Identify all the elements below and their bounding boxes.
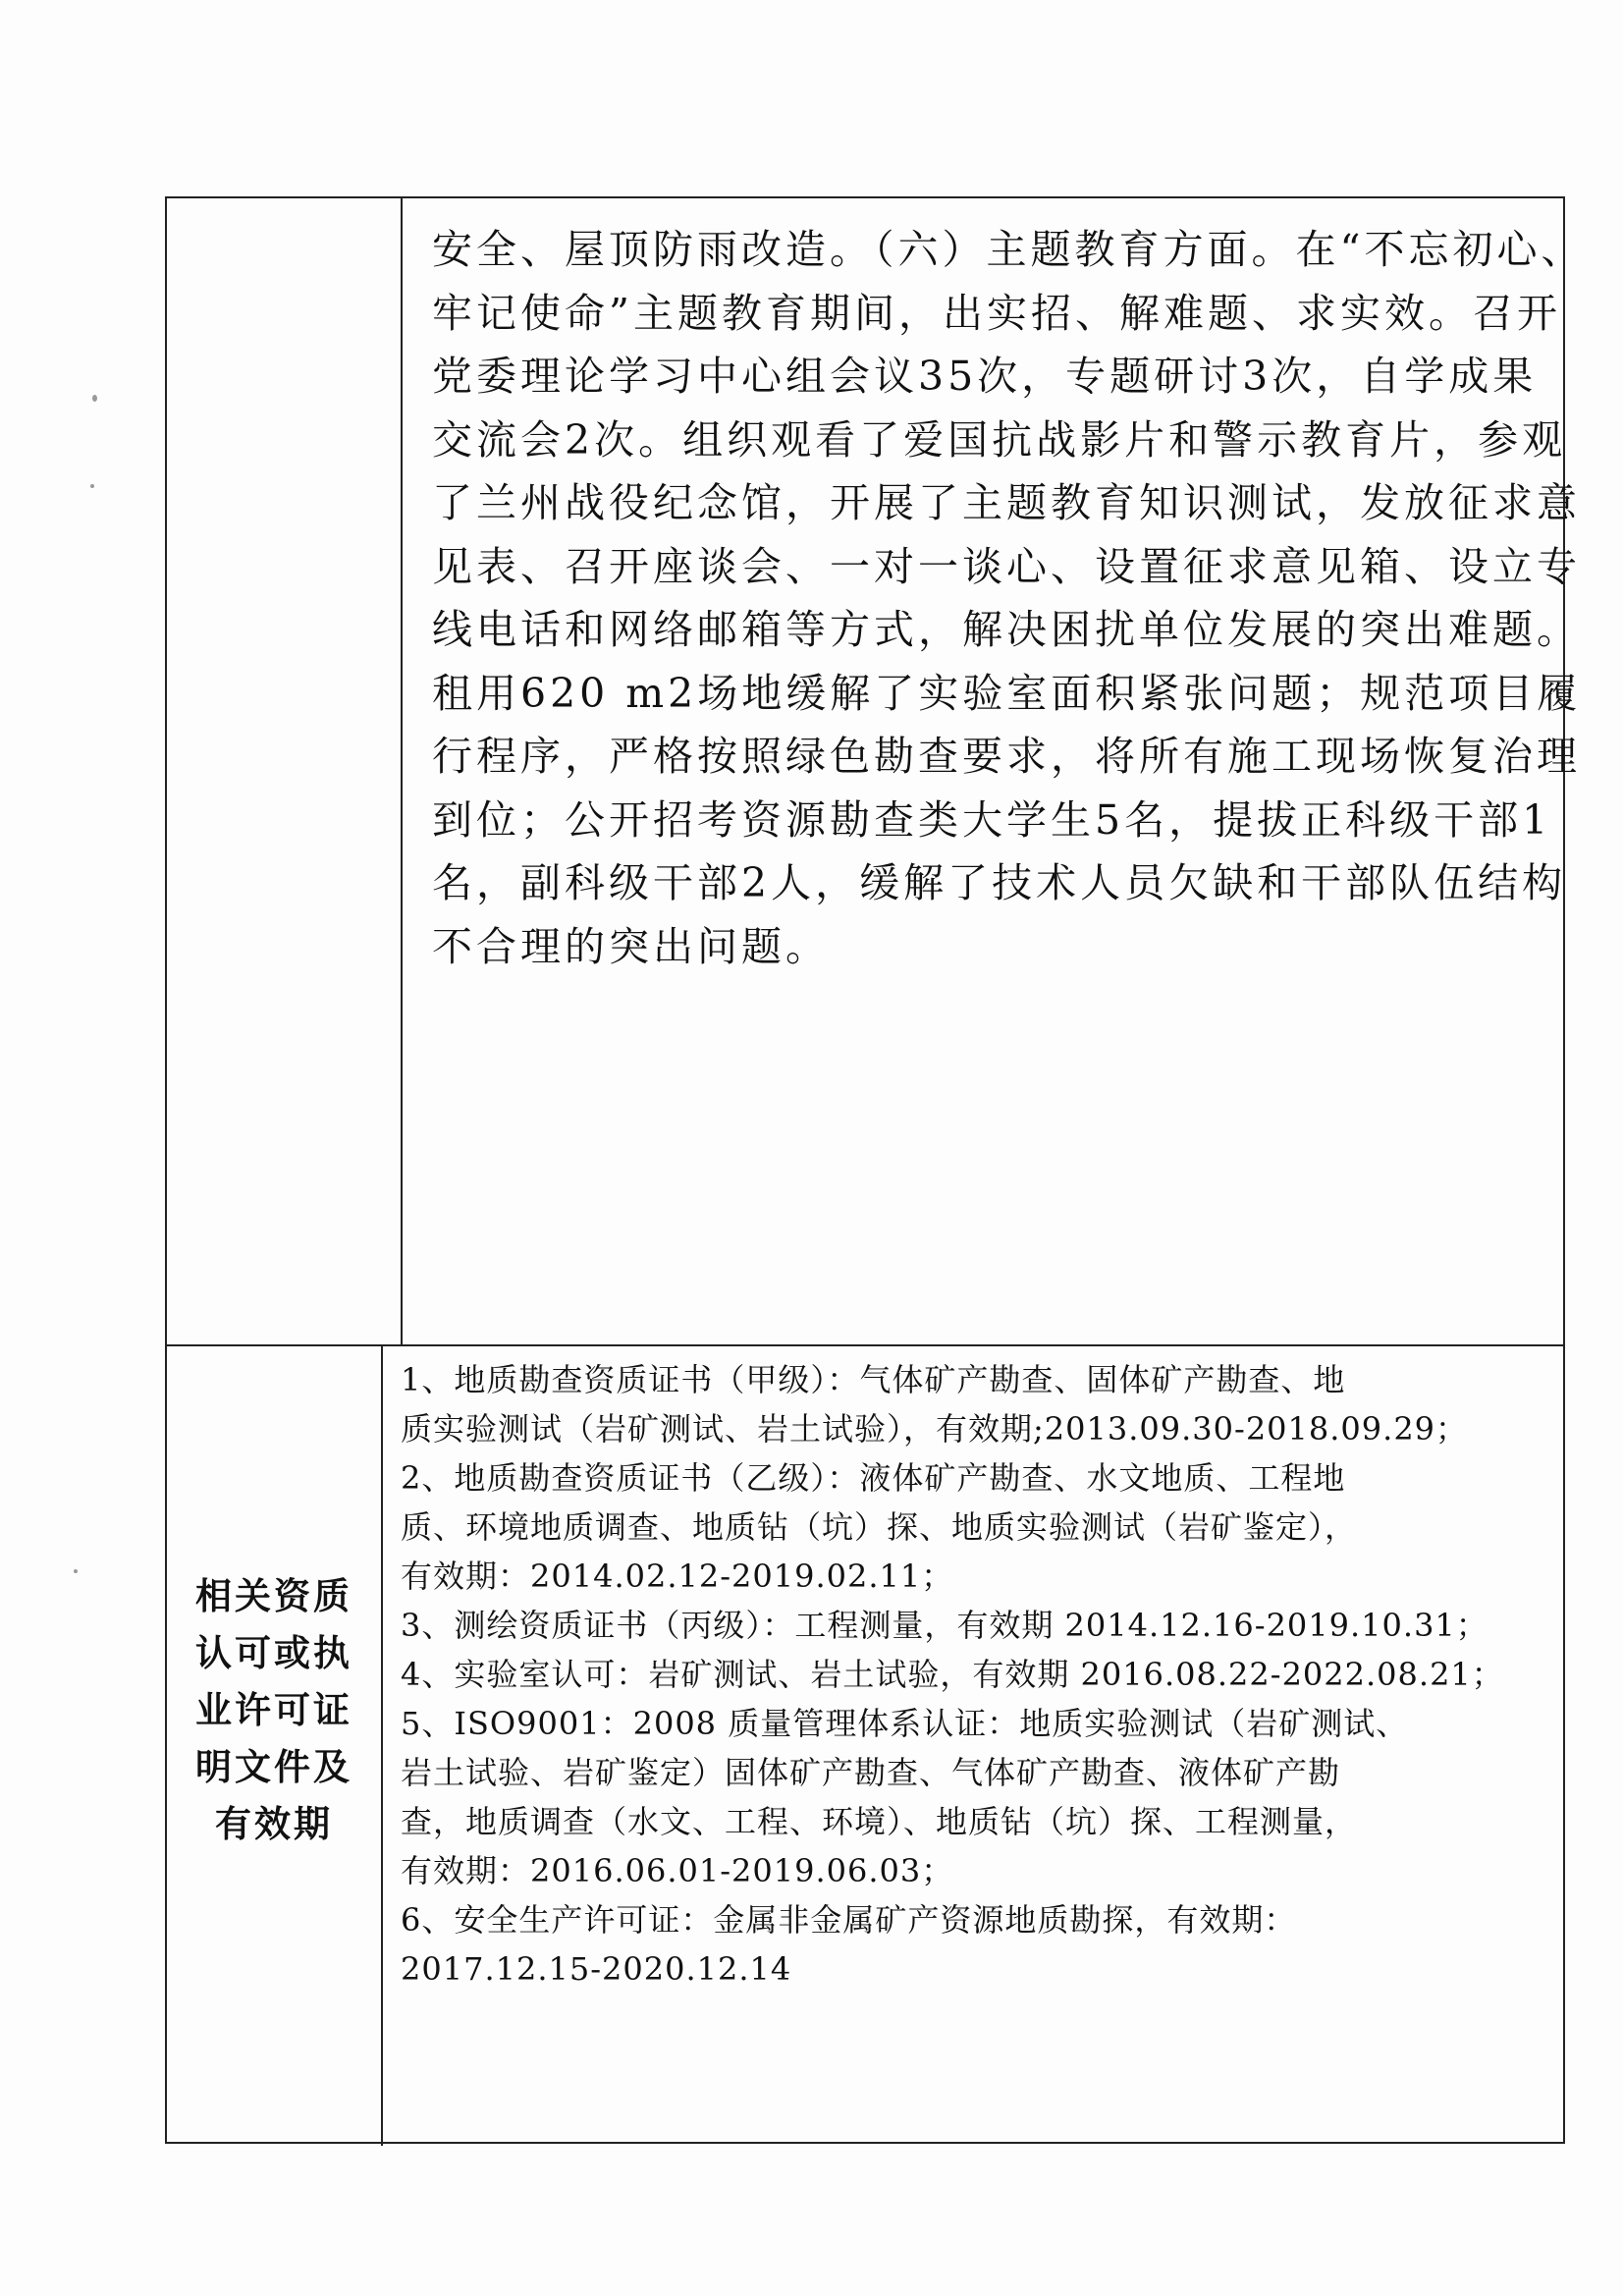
text-line: 2017.12.15-2020.12.14 bbox=[401, 1950, 792, 1988]
label-line: 相关资质 bbox=[195, 1575, 352, 1617]
label-line: 业许可证 bbox=[195, 1689, 352, 1731]
scan-speck bbox=[74, 1569, 78, 1573]
label-line: 有效期 bbox=[215, 1803, 333, 1845]
text-line: 线电话和网络邮箱等方式，解决困扰单位发展的突出难题。 bbox=[432, 606, 1581, 653]
text-line: 了兰州战役纪念馆，开展了主题教育知识测试，发放征求意 bbox=[432, 479, 1581, 526]
text-line: 行程序，严格按照绿色勘查要求，将所有施工现场恢复治理 bbox=[432, 733, 1581, 780]
row2-label-cell bbox=[167, 1568, 381, 1853]
text-line: 质实验测试（岩矿测试、岩土试验），有效期;2013.09.30-2018.09.29； bbox=[401, 1410, 1469, 1448]
text-line: 质、环境地质调查、地质钻（坑）探、地质实验测试（岩矿鉴定）， bbox=[401, 1508, 1358, 1546]
text-line: 租用620 m2场地缓解了实验室面积紧张问题；规范项目履 bbox=[432, 669, 1582, 717]
text-line: 3、测绘资质证书（丙级）：工程测量，有效期 2014.12.16-2019.10.31； bbox=[401, 1607, 1488, 1644]
label-line: 认可或执 bbox=[195, 1632, 352, 1674]
text-line: 不合理的突出问题。 bbox=[432, 922, 830, 970]
text-line: 党委理论学习中心组会议35次，专题研讨3次，自学成果 bbox=[432, 353, 1538, 400]
text-line: 见表、召开座谈会、一对一谈心、设置征求意见箱、设立专 bbox=[432, 542, 1581, 590]
table-row-divider bbox=[167, 1344, 1563, 1346]
text-line: 到位；公开招考资源勘查类大学生5名，提拔正科级干部1 bbox=[432, 795, 1552, 844]
text-line: 牢记使命”主题教育期间，出实招、解难题、求实效。召开 bbox=[432, 289, 1561, 337]
text-line: 有效期：2014.02.12-2019.02.11； bbox=[401, 1558, 954, 1595]
text-line: 6、安全生产许可证：金属非金属矿产资源地质勘探，有效期： bbox=[401, 1901, 1297, 1939]
scan-speck bbox=[90, 484, 94, 488]
text-line: 有效期：2016.06.01-2019.06.03； bbox=[401, 1852, 954, 1889]
label-line: 明文件及 bbox=[195, 1746, 352, 1788]
text-line: 5、ISO9001：2008 质量管理体系认证：地质实验测试（岩矿测试、 bbox=[401, 1705, 1409, 1742]
table-column-divider bbox=[401, 198, 403, 1344]
text-line: 查，地质调查（水文、工程、环境）、地质钻（坑）探、工程测量， bbox=[401, 1803, 1358, 1840]
row1-content-cell bbox=[432, 218, 1586, 978]
table-column-divider bbox=[381, 1344, 383, 2146]
text-line: 安全、屋顶防雨改造。（六）主题教育方面。在“不忘初心、 bbox=[432, 226, 1586, 273]
row2-content-cell bbox=[401, 1355, 1559, 1994]
text-line: 交流会2次。组织观看了爱国抗战影片和警示教育片，参观 bbox=[432, 415, 1567, 464]
text-line: 4、实验室认可：岩矿测试、岩土试验，有效期 2016.08.22-2022.08.21； bbox=[401, 1656, 1504, 1693]
text-line: 2、地质勘查资质证书（乙级）：液体矿产勘查、水文地质、工程地 bbox=[401, 1459, 1346, 1497]
scan-speck bbox=[92, 395, 97, 402]
info-table bbox=[165, 196, 1586, 2144]
text-line: 岩土试验、岩矿鉴定）固体矿产勘查、气体矿产勘查、液体矿产勘 bbox=[401, 1754, 1341, 1791]
text-line: 名，副科级干部2人，缓解了技术人员欠缺和干部队伍结构 bbox=[432, 859, 1567, 906]
text-line: 1、地质勘查资质证书（甲级）：气体矿产勘查、固体矿产勘查、地 bbox=[401, 1361, 1346, 1398]
